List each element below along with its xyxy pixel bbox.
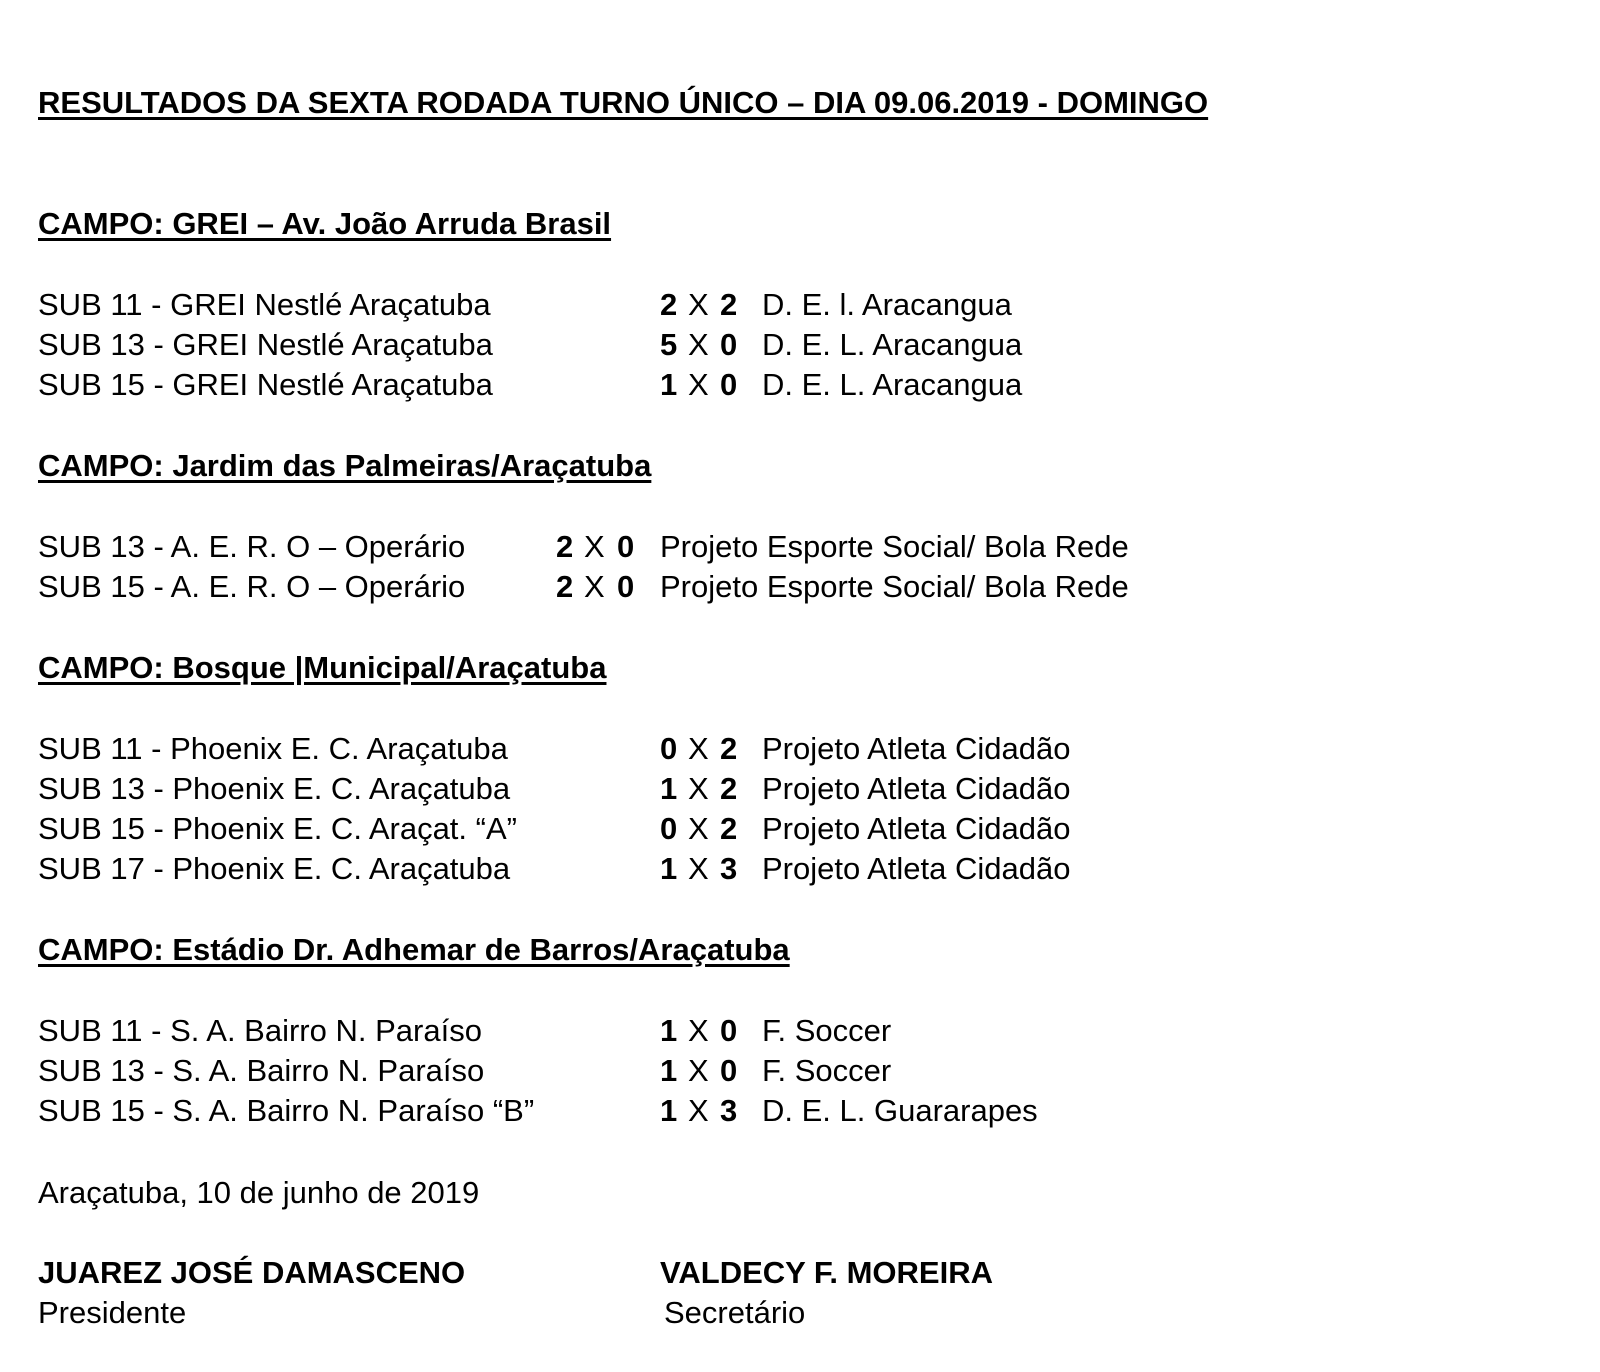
score-separator: X [584, 569, 605, 604]
away-score: 0 [617, 569, 635, 604]
section-heading-grei: CAMPO: GREI – Av. João Arruda Brasil [38, 206, 612, 241]
away-team: D. E. L. Guararapes [762, 1093, 1038, 1128]
away-team: F. Soccer [762, 1053, 892, 1088]
score-separator: X [688, 1093, 709, 1128]
away-score: 3 [720, 851, 738, 886]
home-score: 2 [556, 569, 574, 604]
home-team: SUB 15 - A. E. R. O – Operário [38, 569, 466, 604]
away-score: 0 [617, 529, 635, 564]
home-score: 1 [660, 851, 678, 886]
signature-role-secretary: Secretário [664, 1295, 806, 1330]
away-team: Projeto Atleta Cidadão [762, 811, 1071, 846]
home-team: SUB 11 - Phoenix E. C. Araçatuba [38, 731, 508, 766]
away-team: Projeto Atleta Cidadão [762, 731, 1071, 766]
home-team: SUB 13 - S. A. Bairro N. Paraíso [38, 1053, 485, 1088]
away-score: 0 [720, 1053, 738, 1088]
away-team: D. E. l. Aracangua [762, 287, 1012, 322]
score-separator: X [688, 811, 709, 846]
score-separator: X [688, 851, 709, 886]
away-score: 0 [720, 1013, 738, 1048]
signature-name-president: JUAREZ JOSÉ DAMASCENO [38, 1255, 466, 1290]
home-team: SUB 15 - Phoenix E. C. Araçat. “A” [38, 811, 517, 846]
home-team: SUB 13 - A. E. R. O – Operário [38, 529, 466, 564]
signature-role-president: Presidente [38, 1295, 187, 1330]
section-heading-estadio-adhemar-de-barros: CAMPO: Estádio Dr. Adhemar de Barros/Araçatuba [38, 932, 790, 967]
away-team: Projeto Esporte Social/ Bola Rede [660, 569, 1129, 604]
home-score: 1 [660, 771, 678, 806]
home-team: SUB 11 - S. A. Bairro N. Paraíso [38, 1013, 482, 1048]
away-team: Projeto Esporte Social/ Bola Rede [660, 529, 1129, 564]
home-team: SUB 13 - GREI Nestlé Araçatuba [38, 327, 493, 362]
away-score: 2 [720, 811, 738, 846]
home-team: SUB 15 - GREI Nestlé Araçatuba [38, 367, 493, 402]
home-team: SUB 17 - Phoenix E. C. Araçatuba [38, 851, 511, 886]
section-heading-bosque-municipal: CAMPO: Bosque |Municipal/Araçatuba [38, 650, 607, 685]
away-team: D. E. L. Aracangua [762, 327, 1023, 362]
away-score: 3 [720, 1093, 738, 1128]
home-score: 2 [556, 529, 574, 564]
home-team: SUB 13 - Phoenix E. C. Araçatuba [38, 771, 511, 806]
home-score: 5 [660, 327, 678, 362]
home-score: 1 [660, 1093, 678, 1128]
home-score: 0 [660, 731, 678, 766]
score-separator: X [688, 1053, 709, 1088]
away-score: 0 [720, 327, 738, 362]
away-score: 0 [720, 367, 738, 402]
home-score: 1 [660, 367, 678, 402]
away-team: D. E. L. Aracangua [762, 367, 1023, 402]
away-score: 2 [720, 771, 738, 806]
home-score: 0 [660, 811, 678, 846]
score-separator: X [688, 731, 709, 766]
away-score: 2 [720, 287, 738, 322]
home-score: 1 [660, 1053, 678, 1088]
away-team: Projeto Atleta Cidadão [762, 771, 1071, 806]
section-heading-jardim-das-palmeiras: CAMPO: Jardim das Palmeiras/Araçatuba [38, 448, 652, 483]
home-score: 2 [660, 287, 678, 322]
score-separator: X [688, 367, 709, 402]
home-team: SUB 11 - GREI Nestlé Araçatuba [38, 287, 491, 322]
document-title: RESULTADOS DA SEXTA RODADA TURNO ÚNICO – DIA 09.06.2019 - DOMINGO [38, 85, 1209, 120]
score-separator: X [584, 529, 605, 564]
away-score: 2 [720, 731, 738, 766]
signature-name-secretary: VALDECY F. MOREIRA [660, 1255, 993, 1290]
score-separator: X [688, 327, 709, 362]
home-score: 1 [660, 1013, 678, 1048]
score-separator: X [688, 287, 709, 322]
away-team: F. Soccer [762, 1013, 892, 1048]
score-separator: X [688, 771, 709, 806]
score-separator: X [688, 1013, 709, 1048]
home-team: SUB 15 - S. A. Bairro N. Paraíso “B” [38, 1093, 535, 1128]
away-team: Projeto Atleta Cidadão [762, 851, 1071, 886]
place-and-date: Araçatuba, 10 de junho de 2019 [38, 1175, 480, 1210]
